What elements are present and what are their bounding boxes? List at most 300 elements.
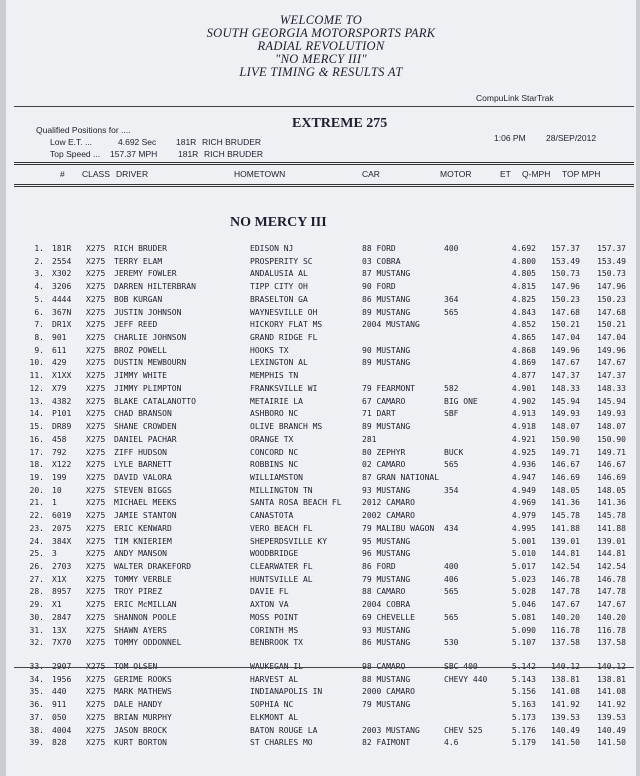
cell-car-model: 98 CAMARO <box>362 662 406 672</box>
cell-car-model: 2002 CAMARO <box>362 511 415 521</box>
cell-elapsed-time: 4.815 <box>511 282 536 292</box>
cell-car-model: 87 GRAN NATIONAL <box>362 472 440 482</box>
event-date: 28/SEP/2012 <box>546 133 597 143</box>
cell-driver-name: CHARLIE JOHNSON <box>114 333 187 343</box>
cell-car-number: 13X <box>52 625 67 635</box>
cell-car-number: 1956 <box>52 674 72 684</box>
table-row <box>6 268 636 280</box>
cell-top-mph: 147.78 <box>597 587 626 597</box>
cell-elapsed-time: 4.852 <box>511 320 536 330</box>
cell-class: X275 <box>86 269 106 279</box>
cell-position: 33. <box>29 662 44 672</box>
table-row <box>6 396 636 408</box>
cell-elapsed-time: 4.918 <box>511 422 536 432</box>
cell-car-model: 89 MUSTANG <box>362 422 411 432</box>
cell-top-mph: 141.50 <box>597 738 626 748</box>
cell-hometown: CLEARWATER FL <box>250 562 313 571</box>
low-et-label: Low E.T. ... <box>50 137 93 147</box>
cell-position: 21. <box>29 498 44 508</box>
cell-position: 38. <box>29 725 44 735</box>
cell-elapsed-time: 5.017 <box>511 562 536 571</box>
cell-car-model: 281 <box>362 434 377 444</box>
cell-class: X275 <box>86 371 106 381</box>
table-row <box>6 243 636 255</box>
cell-hometown: WAYNESVILLE OH <box>250 307 318 317</box>
event-time: 1:06 PM <box>494 133 526 143</box>
cell-class: X275 <box>86 447 106 457</box>
cell-hometown: MOSS POINT <box>250 612 299 622</box>
cell-hometown: CORINTH MS <box>250 625 299 635</box>
cell-qualifying-mph: 148.33 <box>551 383 580 393</box>
cell-car-number: 050 <box>52 712 67 722</box>
cell-elapsed-time: 4.877 <box>511 371 536 381</box>
cell-qualifying-mph: 147.67 <box>551 600 580 610</box>
cell-driver-name: SHAWN AYERS <box>114 625 167 635</box>
cell-hometown: HICKORY FLAT MS <box>250 320 323 330</box>
cell-car-model: 80 ZEPHYR <box>362 447 406 457</box>
cell-elapsed-time: 4.869 <box>511 358 536 368</box>
cell-hometown: BRASELTON GA <box>250 294 308 304</box>
cell-car-model: 67 CAMARO <box>362 396 406 406</box>
cell-car-number: 199 <box>52 472 67 482</box>
cell-position: 19. <box>29 472 44 482</box>
cell-motor: 582 <box>444 383 459 393</box>
cell-qualifying-mph: 146.78 <box>551 574 580 584</box>
cell-car-number: 458 <box>52 434 67 444</box>
cell-position: 39. <box>29 738 44 748</box>
cell-qualifying-mph: 147.68 <box>551 307 580 317</box>
cell-position: 5. <box>34 294 44 304</box>
cell-driver-name: SHANE CROWDEN <box>114 422 177 432</box>
table-row <box>6 536 636 548</box>
cell-top-mph: 149.71 <box>597 447 626 457</box>
cell-elapsed-time: 4.692 <box>511 244 536 253</box>
cell-class: X275 <box>86 574 106 584</box>
cell-elapsed-time: 4.947 <box>511 472 536 482</box>
cell-motor: 354 <box>444 485 459 495</box>
table-row <box>6 370 636 382</box>
cell-position: 20. <box>29 485 44 495</box>
cell-top-mph: 138.81 <box>597 674 626 684</box>
col-driver: DRIVER <box>116 169 149 179</box>
cell-qualifying-mph: 157.37 <box>551 244 580 253</box>
cell-qualifying-mph: 141.36 <box>551 498 580 508</box>
cell-driver-name: ZIFF HUDSON <box>114 447 167 457</box>
table-row <box>6 699 636 711</box>
cell-hometown: INDIANAPOLIS IN <box>250 687 323 697</box>
cell-position: 34. <box>29 674 44 684</box>
cell-hometown: BENBROOK TX <box>250 638 303 648</box>
cell-qualifying-mph: 153.49 <box>551 256 580 266</box>
cell-elapsed-time: 4.969 <box>511 498 536 508</box>
col-hometown: HOMETOWN <box>234 169 286 179</box>
cell-elapsed-time: 5.081 <box>511 612 536 622</box>
cell-top-mph: 147.04 <box>597 333 626 343</box>
cell-qualifying-mph: 141.92 <box>551 700 580 710</box>
cell-qualifying-mph: 144.81 <box>551 549 580 559</box>
cell-motor: 400 <box>444 244 459 253</box>
cell-hometown: ELKMONT AL <box>250 712 299 722</box>
cell-motor: 565 <box>444 587 459 597</box>
cell-motor: SBC 400 <box>444 662 478 672</box>
cell-position: 37. <box>29 712 44 722</box>
col-qmph: Q-MPH <box>522 169 551 179</box>
cell-position: 18. <box>29 460 44 470</box>
cell-car-number: 2703 <box>52 562 72 571</box>
cell-qualifying-mph: 137.58 <box>551 638 580 648</box>
cell-qualifying-mph: 116.78 <box>551 625 580 635</box>
cell-class: X275 <box>86 460 106 470</box>
cell-elapsed-time: 5.179 <box>511 738 536 748</box>
cell-driver-name: TOMMY ODDONNEL <box>114 638 182 648</box>
cell-driver-name: JEREMY FOWLER <box>114 269 177 279</box>
cell-hometown: ST CHARLES MO <box>250 738 313 748</box>
cell-class: X275 <box>86 587 106 597</box>
results-sheet <box>6 0 636 776</box>
table-row <box>6 434 636 446</box>
cell-car-number: 181R <box>52 244 72 253</box>
cell-top-mph: 141.92 <box>597 700 626 710</box>
cell-car-model: 89 MUSTANG <box>362 358 411 368</box>
cell-position: 11. <box>29 371 44 381</box>
cell-elapsed-time: 5.107 <box>511 638 536 648</box>
table-row <box>6 421 636 433</box>
cell-top-mph: 141.08 <box>597 687 626 697</box>
cell-top-mph: 150.90 <box>597 434 626 444</box>
cell-car-number: 4382 <box>52 396 72 406</box>
cell-driver-name: JIMMY WHITE <box>114 371 167 381</box>
cell-car-model: 86 MUSTANG <box>362 638 411 648</box>
cell-driver-name: MICHAEL MEEKS <box>114 498 177 508</box>
cell-elapsed-time: 4.925 <box>511 447 536 457</box>
cell-driver-name: SHANNON POOLE <box>114 612 177 622</box>
cell-qualifying-mph: 147.67 <box>551 358 580 368</box>
cell-car-number: 611 <box>52 345 67 355</box>
top-rule <box>14 106 634 107</box>
cell-car-model: 71 DART <box>362 409 396 419</box>
cell-car-model: 96 MUSTANG <box>362 549 411 559</box>
cell-car-model: 87 MUSTANG <box>362 269 411 279</box>
cell-car-model: 95 MUSTANG <box>362 536 411 546</box>
cell-car-number: 828 <box>52 738 67 748</box>
cell-position: 22. <box>29 511 44 521</box>
cell-car-model: 02 CAMARO <box>362 460 406 470</box>
cell-car-number: DR1X <box>52 320 72 330</box>
table-row <box>6 459 636 471</box>
cell-top-mph: 147.96 <box>597 282 626 292</box>
cell-position: 23. <box>29 523 44 533</box>
cell-car-number: 440 <box>52 687 67 697</box>
cell-elapsed-time: 5.143 <box>511 674 536 684</box>
cell-hometown: WILLIAMSTON <box>250 472 303 482</box>
cell-car-number: 3 <box>52 549 57 559</box>
cell-driver-name: BLAKE CATALANOTTO <box>114 396 196 406</box>
cell-qualifying-mph: 147.37 <box>551 371 580 381</box>
header-line-3: RADIAL REVOLUTION <box>257 39 385 53</box>
cell-position: 24. <box>29 536 44 546</box>
cell-driver-name: DAVID VALORA <box>114 472 172 482</box>
cell-hometown: OLIVE BRANCH MS <box>250 422 323 432</box>
table-row <box>6 548 636 560</box>
cell-elapsed-time: 4.843 <box>511 307 536 317</box>
cell-position: 30. <box>29 612 44 622</box>
top-speed-number: 181R <box>178 149 199 159</box>
cell-car-number: 901 <box>52 333 67 343</box>
cell-qualifying-mph: 145.94 <box>551 396 580 406</box>
table-row <box>6 510 636 522</box>
cell-class: X275 <box>86 562 106 571</box>
col-num: # <box>60 169 65 179</box>
cell-car-number: 3206 <box>52 282 72 292</box>
cell-hometown: GRAND RIDGE FL <box>250 333 318 343</box>
cell-motor: SBF <box>444 409 459 419</box>
table-row <box>6 319 636 331</box>
cell-car-number: X1XX <box>52 371 72 381</box>
cell-driver-name: TROY PIREZ <box>114 587 163 597</box>
cell-hometown: VERO BEACH FL <box>250 523 313 533</box>
cell-class: X275 <box>86 256 106 266</box>
cell-elapsed-time: 5.156 <box>511 687 536 697</box>
cell-car-number: DR89 <box>52 422 72 432</box>
cell-elapsed-time: 5.173 <box>511 712 536 722</box>
cell-driver-name: JASON BROCK <box>114 725 167 735</box>
cell-qualifying-mph: 140.12 <box>551 662 580 672</box>
cell-position: 31. <box>29 625 44 635</box>
cell-driver-name: MARK MATHEWS <box>114 687 172 697</box>
cell-qualifying-mph: 138.81 <box>551 674 580 684</box>
cell-driver-name: KURT BORTON <box>114 738 167 748</box>
cell-class: X275 <box>86 549 106 559</box>
cell-driver-name: JEFF REED <box>114 320 158 330</box>
table-row <box>6 725 636 737</box>
header-line-2: SOUTH GEORGIA MOTORSPORTS PARK <box>206 26 436 40</box>
cell-car-model: 90 FORD <box>362 282 396 292</box>
cell-hometown: ASHBORO NC <box>250 409 299 419</box>
cell-class: X275 <box>86 485 106 495</box>
cell-elapsed-time: 4.921 <box>511 434 536 444</box>
cell-car-model: 88 FORD <box>362 244 396 253</box>
table-row <box>6 637 636 649</box>
cell-position: 6. <box>34 307 44 317</box>
cell-driver-name: BROZ POWELL <box>114 345 167 355</box>
table-row <box>6 599 636 611</box>
cell-car-number: 384X <box>52 536 72 546</box>
table-row <box>6 408 636 420</box>
cell-position: 36. <box>29 700 44 710</box>
col-motor: MOTOR <box>440 169 472 179</box>
cell-car-number: 4004 <box>52 725 72 735</box>
cell-car-number: 1 <box>52 498 57 508</box>
table-row <box>6 674 636 686</box>
low-et-number: 181R <box>176 137 197 147</box>
cell-car-number: 792 <box>52 447 67 457</box>
cell-hometown: HOOKS TX <box>250 345 289 355</box>
cell-top-mph: 153.49 <box>597 256 626 266</box>
cell-qualifying-mph: 141.50 <box>551 738 580 748</box>
table-row <box>6 497 636 509</box>
table-row <box>6 281 636 293</box>
cell-top-mph: 146.78 <box>597 574 626 584</box>
table-row <box>6 612 636 624</box>
cell-hometown: MILLINGTON TN <box>250 485 313 495</box>
cell-class: X275 <box>86 712 106 722</box>
cell-position: 2. <box>34 256 44 266</box>
cell-qualifying-mph: 148.07 <box>551 422 580 432</box>
cell-hometown: SOPHIA NC <box>250 700 294 710</box>
cell-position: 32. <box>29 638 44 648</box>
cell-top-mph: 148.33 <box>597 383 626 393</box>
top-speed-label: Top Speed ... <box>50 149 101 159</box>
cell-car-number: 367N <box>52 307 72 317</box>
cell-motor: 565 <box>444 612 459 622</box>
cell-qualifying-mph: 149.96 <box>551 345 580 355</box>
cell-qualifying-mph: 148.05 <box>551 485 580 495</box>
cell-hometown: PROSPERITY SC <box>250 256 313 266</box>
table-row <box>6 345 636 357</box>
table-row <box>6 561 636 573</box>
cell-driver-name: DALE HANDY <box>114 700 163 710</box>
table-row <box>6 307 636 319</box>
cell-elapsed-time: 4.902 <box>511 396 536 406</box>
cell-driver-name: STEVEN BIGGS <box>114 485 172 495</box>
cell-top-mph: 145.94 <box>597 396 626 406</box>
cell-car-number: 2847 <box>52 612 72 622</box>
cell-top-mph: 146.67 <box>597 460 626 470</box>
cell-top-mph: 149.96 <box>597 345 626 355</box>
cell-hometown: BATON ROUGE LA <box>250 725 318 735</box>
cell-car-number: 8957 <box>52 587 72 597</box>
cell-elapsed-time: 4.865 <box>511 333 536 343</box>
col-topmph: TOP MPH <box>562 169 601 179</box>
cell-driver-name: GERIME ROOKS <box>114 674 172 684</box>
cell-elapsed-time: 5.001 <box>511 536 536 546</box>
cell-car-number: X302 <box>52 269 72 279</box>
cell-class: X275 <box>86 358 106 368</box>
cell-position: 3. <box>34 269 44 279</box>
cell-driver-name: JAMIE STANTON <box>114 511 177 521</box>
cell-car-model: 82 FAIMONT <box>362 738 411 748</box>
cell-qualifying-mph: 150.73 <box>551 269 580 279</box>
cell-elapsed-time: 4.913 <box>511 409 536 419</box>
cell-elapsed-time: 4.800 <box>511 256 536 266</box>
cell-car-model: 2012 CAMARO <box>362 498 415 508</box>
cell-elapsed-time: 4.936 <box>511 460 536 470</box>
cell-class: X275 <box>86 725 106 735</box>
cell-car-model: 88 MUSTANG <box>362 674 411 684</box>
cell-driver-name: ANDY MANSON <box>114 549 167 559</box>
cell-class: X275 <box>86 687 106 697</box>
cell-qualifying-mph: 145.78 <box>551 511 580 521</box>
table-row <box>6 586 636 598</box>
cell-position: 16. <box>29 434 44 444</box>
cell-hometown: TIPP CITY OH <box>250 282 308 292</box>
cell-qualifying-mph: 149.71 <box>551 447 580 457</box>
cell-qualifying-mph: 147.04 <box>551 333 580 343</box>
cell-hometown: ROBBINS NC <box>250 460 299 470</box>
cell-driver-name: BRIAN MURPHY <box>114 712 172 722</box>
cell-top-mph: 150.73 <box>597 269 626 279</box>
col-et: ET <box>500 169 511 179</box>
cell-top-mph: 150.21 <box>597 320 626 330</box>
cell-class: X275 <box>86 738 106 748</box>
table-row <box>6 737 636 749</box>
cell-driver-name: TOMMY VERBLE <box>114 574 172 584</box>
cell-car-number: 10 <box>52 485 62 495</box>
table-row <box>6 686 636 698</box>
cell-car-number: X79 <box>52 383 67 393</box>
cell-car-model: 86 FORD <box>362 562 396 571</box>
cell-elapsed-time: 5.142 <box>511 662 536 672</box>
cell-driver-name: ERIC KENWARD <box>114 523 172 533</box>
cell-position: 35. <box>29 687 44 697</box>
cell-hometown: WOODBRIDGE <box>250 549 299 559</box>
cell-top-mph: 146.69 <box>597 472 626 482</box>
cell-top-mph: 116.78 <box>597 625 626 635</box>
cell-hometown: SANTA ROSA BEACH FL <box>250 498 342 508</box>
cell-top-mph: 150.23 <box>597 294 626 304</box>
cell-position: 7. <box>34 320 44 330</box>
cell-car-number: X122 <box>52 460 72 470</box>
cell-driver-name: ERIC McMILLAN <box>114 600 177 610</box>
cell-top-mph: 147.67 <box>597 358 626 368</box>
cell-qualifying-mph: 147.78 <box>551 587 580 597</box>
cell-car-model: 03 COBRA <box>362 256 401 266</box>
table-row <box>6 383 636 395</box>
cell-position: 26. <box>29 562 44 571</box>
cell-top-mph: 144.81 <box>597 549 626 559</box>
cell-top-mph: 141.88 <box>597 523 626 533</box>
cell-motor: 530 <box>444 638 459 648</box>
cell-car-model: 88 CAMARO <box>362 587 406 597</box>
cell-class: X275 <box>86 244 106 253</box>
cell-class: X275 <box>86 422 106 432</box>
cell-hometown: MEMPHIS TN <box>250 371 299 381</box>
cell-class: X275 <box>86 383 106 393</box>
cell-motor: 364 <box>444 294 459 304</box>
cell-car-model: 79 MUSTANG <box>362 574 411 584</box>
cell-car-model: 2004 MUSTANG <box>362 320 420 330</box>
cell-position: 25. <box>29 549 44 559</box>
cell-qualifying-mph: 147.96 <box>551 282 580 292</box>
cell-hometown: ANDALUSIA AL <box>250 269 308 279</box>
cell-top-mph: 140.49 <box>597 725 626 735</box>
cell-position: 17. <box>29 447 44 457</box>
cell-class: X275 <box>86 396 106 406</box>
cell-driver-name: BOB KURGAN <box>114 294 163 304</box>
cell-class: X275 <box>86 333 106 343</box>
cell-class: X275 <box>86 511 106 521</box>
cell-top-mph: 139.53 <box>597 712 626 722</box>
cell-car-model: 79 MALIBU WAGON <box>362 523 435 533</box>
cell-top-mph: 147.68 <box>597 307 626 317</box>
col-car: CAR <box>362 169 380 179</box>
cell-position: 1. <box>34 244 44 253</box>
cell-motor: 565 <box>444 307 459 317</box>
cell-qualifying-mph: 146.67 <box>551 460 580 470</box>
cell-car-model: 90 MUSTANG <box>362 345 411 355</box>
cell-top-mph: 140.20 <box>597 612 626 622</box>
cell-elapsed-time: 4.995 <box>511 523 536 533</box>
cell-elapsed-time: 5.028 <box>511 587 536 597</box>
cell-top-mph: 142.54 <box>597 562 626 571</box>
cell-car-number: 2907 <box>52 662 72 672</box>
cell-hometown: FRANKSVILLE WI <box>250 383 318 393</box>
cell-class: X275 <box>86 307 106 317</box>
cell-driver-name: TOM OLSEN <box>114 662 158 672</box>
cell-car-number: 429 <box>52 358 67 368</box>
cell-car-model: 79 FEARMONT <box>362 383 415 393</box>
cell-elapsed-time: 4.901 <box>511 383 536 393</box>
